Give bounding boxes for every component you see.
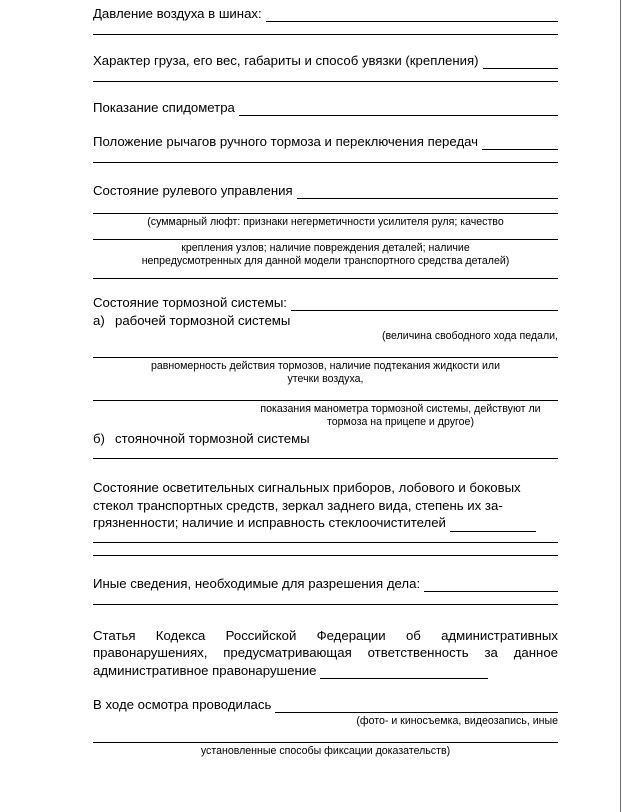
field-brakes-b[interactable]	[93, 431, 558, 446]
field-tire-pressure-label: Давление воздуха в шинах:	[93, 6, 262, 21]
caption-brakes-4: показания манометра тормозной системы, действуют ли	[260, 403, 541, 415]
field-odometer-label: Показание спидометра	[93, 100, 235, 115]
caption-steering-3: непредусмотренных для данной модели транспортного средства деталей)	[141, 255, 510, 267]
field-odometer-input[interactable]	[239, 102, 558, 116]
field-brakes-b-label: стояночной тормозной системы	[115, 431, 310, 446]
field-brakes-a-label: рабочей тормозной системы	[115, 313, 291, 328]
caption-recording-1: (фото- и киносъемка, видеозапись, иные	[356, 715, 558, 727]
field-lighting-label: Состояние осветительных сигнальных приборов, лобового и боковых стекол транспортных средств, зеркал заднего вида, степень их за-грязненности; наличие и исправность стеклоочистителей	[93, 480, 521, 530]
field-levers-input[interactable]	[482, 136, 558, 150]
field-brakes-b-marker: б)	[93, 431, 105, 446]
field-recording-label: В ходе осмотра проводилась	[93, 697, 272, 712]
field-cargo-input[interactable]	[483, 55, 558, 69]
field-tire-pressure[interactable]	[93, 6, 558, 22]
caption-recording-2: установленные способы фиксации доказательств)	[200, 745, 451, 757]
field-steering-label: Состояние рулевого управления	[93, 183, 293, 198]
caption-steering-1: (суммарный люфт: признаки негерметичности усилителя руля; качество	[147, 216, 504, 228]
field-steering[interactable]	[93, 183, 558, 199]
field-tire-pressure-input[interactable]	[266, 8, 558, 22]
caption-brakes-5: тормоза на прицепе и другое)	[327, 416, 474, 428]
field-cargo[interactable]	[93, 53, 558, 69]
field-recording-input[interactable]	[275, 699, 558, 713]
field-steering-input[interactable]	[297, 185, 558, 199]
caption-brakes-1: (величина свободного хода педали,	[382, 330, 558, 342]
field-brakes-heading-label: Состояние тормозной системы:	[93, 295, 287, 310]
field-brakes-a-marker: а)	[93, 313, 105, 328]
field-lighting-paragraph	[93, 479, 558, 532]
field-article-paragraph	[93, 627, 558, 680]
field-other-info-label: Иные сведения, необходимые для разрешения дела:	[93, 575, 421, 591]
caption-steering-2: крепления узлов; наличие повреждения деталей; наличие	[181, 242, 470, 254]
field-brakes-a[interactable]	[93, 313, 558, 328]
field-lighting-input[interactable]	[450, 519, 536, 532]
field-brakes-heading-input[interactable]	[291, 297, 558, 311]
field-recording[interactable]	[93, 697, 558, 713]
field-other-info-input[interactable]	[424, 578, 558, 592]
caption-brakes-2: равномерность действия тормозов, наличие подтекания жидкости или	[150, 360, 501, 372]
field-other-info[interactable]	[93, 576, 558, 592]
field-levers[interactable]	[93, 134, 558, 150]
field-brakes-heading[interactable]	[93, 295, 558, 311]
field-article-label: Статья Кодекса Российской Федерации об административных правонарушениях, предусматривающая ответственность за данное административное правонарушение	[93, 627, 558, 678]
field-article-input[interactable]	[320, 666, 488, 679]
field-odometer[interactable]	[93, 100, 558, 116]
form-body	[93, 0, 558, 758]
caption-brakes-3: утечки воздуха,	[287, 373, 364, 385]
field-cargo-label: Характер груза, его вес, габариты и способ увязки (крепления)	[93, 53, 479, 68]
field-levers-label: Положение рычагов ручного тормоза и переключения передач	[93, 134, 479, 149]
